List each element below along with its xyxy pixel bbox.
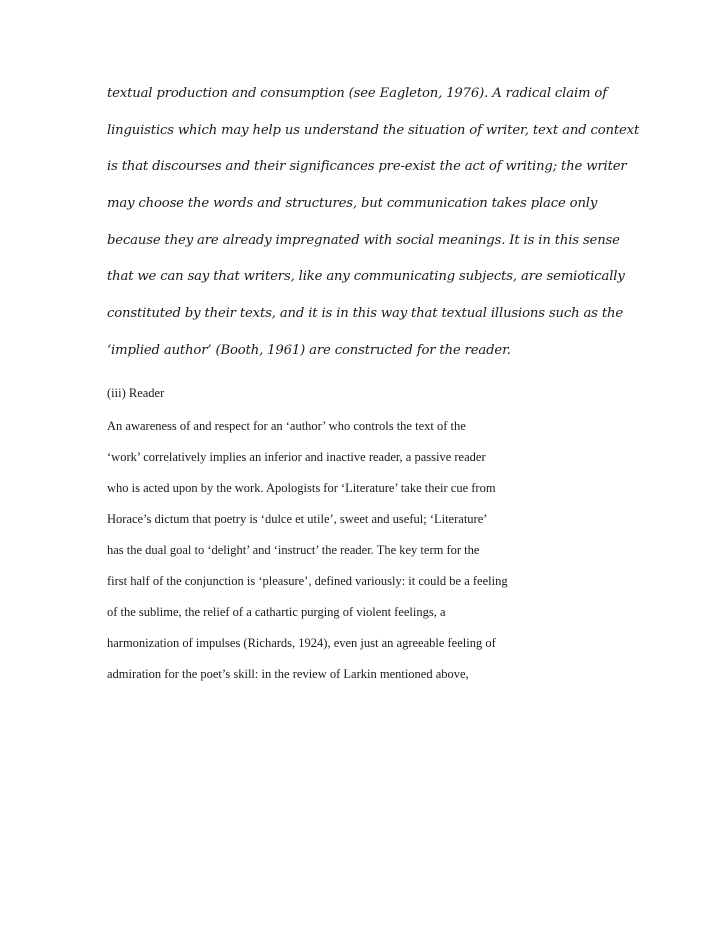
text-line: Horace’s dictum that poetry is ‘dulce et utile’, sweet and useful; ‘Literature’ bbox=[107, 512, 488, 526]
text-line: admiration for the poet’s skill: in the review of Larkin mentioned above, bbox=[107, 667, 469, 681]
text-line: that we can say that writers, like any communicating subjects, are semiotically bbox=[107, 269, 625, 285]
text-line: because they are already impregnated with social meanings. It is in this sense bbox=[107, 232, 620, 248]
text-line: who is acted upon by the work. Apologists for ‘Literature’ take their cue from bbox=[107, 481, 496, 495]
text-line: textual production and consumption (see Eagleton, 1976). A radical claim of bbox=[107, 86, 607, 101]
text-line: ‘implied author’ (Booth, 1961) are constructed for the reader. bbox=[107, 342, 511, 358]
section-heading: (iii) Reader bbox=[107, 386, 165, 400]
text-line: has the dual goal to ‘delight’ and ‘instruct’ the reader. The key term for the bbox=[107, 543, 480, 557]
text-line: ‘work’ correlatively implies an inferior and inactive reader, a passive reader bbox=[107, 450, 486, 464]
text-line: linguistics which may help us understand the situation of writer, text and context bbox=[107, 122, 640, 138]
text-line: first half of the conjunction is ‘pleasure’, defined variously: it could be a feeling bbox=[107, 574, 508, 588]
text-line: An awareness of and respect for an ‘author’ who controls the text of the bbox=[107, 419, 466, 433]
text-line: of the sublime, the relief of a cathartic purging of violent feelings, a bbox=[107, 605, 446, 619]
text-line: is that discourses and their significances pre-exist the act of writing; the writer bbox=[107, 159, 627, 175]
roman-paragraph bbox=[107, 418, 707, 697]
italic-paragraph bbox=[107, 84, 707, 378]
text-line: harmonization of impulses (Richards, 1924), even just an agreeable feeling of bbox=[107, 636, 496, 650]
text-line: constituted by their texts, and it is in this way that textual illusions such as the bbox=[107, 306, 623, 322]
text-line: may choose the words and structures, but communication takes place only bbox=[107, 196, 598, 212]
